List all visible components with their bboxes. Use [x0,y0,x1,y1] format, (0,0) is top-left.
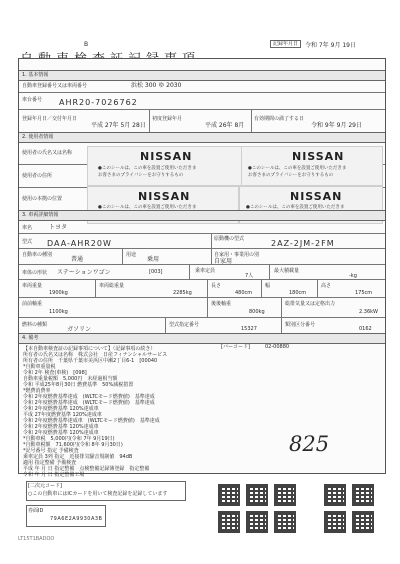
seal-brand-logo: NISSAN [138,190,191,203]
model-value: DAA-AHR20W [47,239,112,248]
maker-value: トヨタ [49,224,68,231]
note-line: 令和 2年度燃費基準達成 (WLTCモード燃費値) 基準達成 [23,400,155,406]
max-load-value: -kg [349,273,357,279]
note-line: 自動車重量税額 5,000円 未経過相当額 [23,376,118,382]
qr-code-icon [324,484,346,506]
vehicle-kind-value: 普通 [71,256,84,263]
page-marker: B [84,41,89,48]
max-load-label: 最大積載量 [274,268,300,274]
rear-axle-label: 後後軸重 [211,301,232,307]
base-location-label: 使用の本拠の位置 [22,196,63,202]
section-vehicle-title: 3. 車両詳細情報 [22,212,59,218]
note-line: 適用 指定整備 予備検査 [23,460,77,466]
note-line: *自動車税額 71,600円(令和 8年 9月30日) [23,442,123,448]
record-date-value: 令和 7年 9月 19日 [305,42,356,49]
registration-date-label: 登録年月日／交付年月日 [22,116,78,122]
engine-model-value: 2AZ-2JM-2FM [271,239,335,248]
use-label: 用途 [126,252,137,258]
use-value: 乗用 [147,256,160,263]
note-line: *燃費消費率 [23,388,51,394]
note-line: 令和 2年度燃費基準達成車 (WLTCモード燃費値) 基準達成 [23,418,160,424]
note-line: 令和 年 月 日 指定整備工場 [23,472,85,478]
note-line: 【本自動車検査証の記録事項について】（記録事項の続き） [23,346,156,352]
fuel-type-value: ガソリン [67,326,92,333]
record-date-label: 記録年月日 [270,40,301,48]
seal-text-line1: ●このシールは、この車を設置ご使用いただきま [98,205,197,210]
model-label: 型式 [22,239,33,245]
barcode-label: [バーコード] [221,344,250,350]
body-shape-code: [003] [149,269,163,275]
qr-code-icon [246,511,268,533]
note-line: 令和 2年度燃費基準 120%達成車 [23,430,99,436]
privacy-seal [241,146,383,186]
qr-code-icon [218,484,240,506]
section-basic-title: 1. 基本情報 [22,72,49,78]
note-line: 平成 年 月 日 指定整備 点検整備記録簿登録 指定整備 [23,466,150,472]
section-vehicle-info [19,210,385,221]
vehicle-kind-label: 自動車の種別 [22,252,53,258]
bottom-code: LT15T1BADOO [18,536,55,542]
vehicle-weight-label: 車両重量 [22,283,43,289]
qr-code-icon [218,511,240,533]
front-axle-value: 1100kg [49,309,68,315]
expiry-date-label: 有効期間の満了する日 [254,116,305,122]
private-label: 自家用・事業用の別 [214,252,260,258]
first-reg-year-label: 初度登録年月 [152,116,183,122]
privacy-seal [87,146,242,186]
note-line: 所有者の住所 千葉県千葉市美浜区中瀬2丁目6-1 [00040 [23,358,158,364]
type-number-label: 型式指定番号 [169,322,200,328]
qr-code-icon [246,484,268,506]
expiry-date-value: 令和 9年 9月 29日 [311,122,362,129]
reg-number-value: 浜松 300 ゆ 2030 [131,82,182,89]
class-number-value: 0162 [359,326,372,332]
qr-note: [二次元コード] [28,483,62,489]
seal-text-line1: ●このシールは、この車を設置ご使用いただきま [246,205,345,210]
user-name-label: 使用者の氏名又は名称 [22,150,73,156]
reg-number-label: 自動車登録番号又は車両番号 [22,83,88,89]
note-line: 令和 2年 検査(車検) [098] [23,370,87,376]
section-user-info [19,132,385,143]
maker-label: 車名 [22,225,33,231]
qr-code-icon [274,511,296,533]
seal-brand-logo: NISSAN [140,150,193,163]
class-number-label: 類別区分番号 [285,322,316,328]
private-value: 自家用 [214,258,233,265]
qr-code-icon [352,511,374,533]
width-value: 180cm [289,290,307,296]
width-label: 幅 [265,283,271,289]
card-id-label: 券面ID [28,508,44,514]
chassis-number-value: AHR20-7026762 [59,98,138,107]
note-line: 平成 27年度燃費基準 120%達成車 [23,412,102,418]
seal-text-line2: お客さまのプライバシーをお守りするもの [248,173,334,178]
fuel-type-label: 燃料の種類 [22,322,48,328]
height-value: 175cm [355,290,373,296]
user-address-label: 使用者の住所 [22,173,53,179]
seal-brand-logo: NISSAN [292,150,345,163]
notes-list [23,346,223,478]
note-line: *自動車重量税 [23,364,56,370]
section-notes [19,333,385,344]
gross-weight-label: 車両総重量 [99,283,125,289]
height-label: 高さ [321,283,332,289]
vehicle-weight-value: 1900kg [49,290,68,296]
gross-weight-value: 2285kg [173,290,192,296]
front-axle-label: 前前軸重 [22,301,43,307]
seal-text-line2: お客さまのプライバシーをお守りするもの [98,173,184,178]
note-line: 令和 2年度燃費基準 120%達成車 [23,424,99,430]
card-id-value: 79A6E2A9930A3B [50,516,103,522]
engine-model-label: 原動機の型式 [214,236,245,242]
qr-code-icon [274,484,296,506]
note-line: *記号番号 指定 予備検査 [23,448,79,454]
type-number-value: 15327 [241,326,257,332]
handwritten-number: 825 [289,432,330,456]
barcode-value: 02-00880 [265,344,290,350]
displacement-label: 総排気量又は定格出力 [285,301,336,307]
length-label: 長さ [211,283,222,289]
chassis-number-label: 車台番号 [22,97,43,103]
displacement-value: 2.36kW [359,309,378,315]
qr-code-icon [352,484,374,506]
registration-date-value: 平成 27年 5月 28日 [91,122,146,129]
section-notes-title: 4. 備考 [22,335,39,341]
note-line: 乗車定員 3列 指定 近接排気騒音規制値 94dB [23,454,133,460]
note-line: 所有者の氏名又は名称 株式会社 日産フィナンシャルサービス [23,352,168,358]
note-line: 令和 2年度燃費基準 120%達成車 [23,406,99,412]
first-reg-year-value: 平成 26年 8月 [205,122,245,129]
section-user-title: 2. 使用者情報 [22,134,54,140]
rear-axle-value: 800kg [249,309,265,315]
section-basic-info [19,70,385,81]
inspection-record-sheet [18,58,386,478]
note-line: 令和 平成25年8月30日 燃費基準 50%減税措置 [23,382,134,388]
qr-code-icon [324,511,346,533]
note-line: 令和 2年度燃費基準達成 (WLTCモード燃費値) 基準達成 [23,394,155,400]
body-shape-label: 車体の形状 [22,270,48,276]
capacity-value: 7人 [245,273,254,279]
seal-text-line1: ●このシールは、この車を設置ご使用いただきま [248,166,347,171]
capacity-label: 乗車定員 [195,268,216,274]
length-value: 480cm [235,290,253,296]
body-shape-value: ステーションワゴン [57,269,111,276]
ic-card-notice: ○この自動車にはICカードを用いて検査記録を記録しています [28,491,168,497]
seal-text-line1: ●このシールは、この車を設置ご使用いただきま [98,166,197,171]
note-line: *自動車税 5,000円(令和 7年 9月19日) [23,436,115,442]
seal-brand-logo: NISSAN [290,190,343,203]
